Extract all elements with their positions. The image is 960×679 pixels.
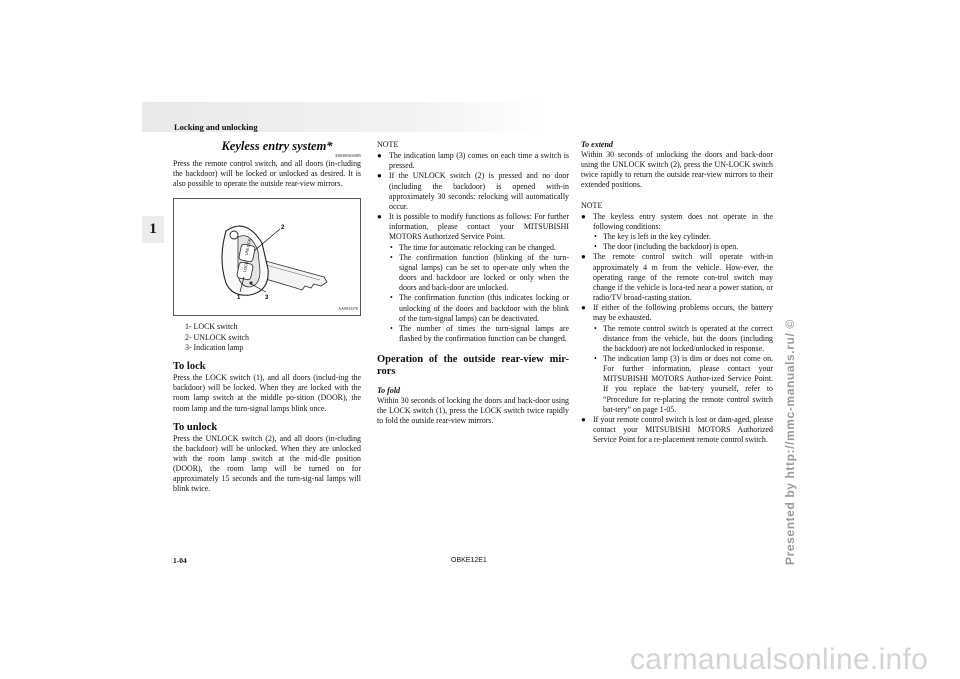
doc-code: OBKE12E1 [451,557,487,564]
bullet-icon: ● [377,171,382,181]
bullet-icon: ● [581,303,586,313]
callout-2: 2 [281,225,285,232]
figure-legend [185,322,361,353]
remote-key-illustration [174,199,360,315]
bullet-icon: ● [581,211,586,221]
bullet-icon: ● [581,414,586,424]
note-bullet: ● If your remote control switch is lost or dam-aged, please contact your MITSUBISHI MOTORS Authorized Service Point for a re-placement remote control switch. [581,414,773,445]
bullet-icon: ● [377,212,382,222]
chapter-tab: 1 [142,216,164,243]
column-right [581,140,773,445]
figure-code: AA0033376 [338,306,358,312]
note-bullet: ● It is possible to modify functions as follows: For further information, please contact your MITSUBISHI MOTORS Authorized Service Point. [377,212,569,242]
callout-3: 3 [265,295,269,302]
callout-1: 1 [237,295,241,302]
page-title: Keyless entry system* [221,139,333,153]
sub-bullet: • The number of times the turn-signal lamps are flashed by the confirmation function can be changed. [390,323,569,343]
legend-item: 1- LOCK switch [185,322,238,332]
section-title: Locking and unlocking [174,122,258,132]
to-fold-heading: To fold [377,386,401,396]
sub-bullet: • The indication lamp (3) is dim or does not come on. For further information, please contact your MITSUBISHI MOTORS Author-ized Service Point. If you replace the bat-tery yourself, refer to “Procedure for re-placing the remote control switch bat-tery” on page 1-05. [594,353,773,414]
bullet-icon: ● [581,252,586,262]
unlock-button-label: UNLOCK [243,238,252,257]
note-heading: NOTE [581,200,603,210]
column-left [173,139,361,495]
note-bullet: ● If the UNLOCK switch (2) is pressed and no door (including the backdoor) is opened with-in approximately 30 seconds: relocking will automatically occur. [377,171,569,211]
sub-bullet: • The confirmation function (blinking of the turn-signal lamps) can be set to oper-ate only when the doors and backdoor are locked or only when the doors and back-door are unlocked. [390,252,569,293]
side-watermark: Presented by http://mmc-manuals.ru/ © [783,319,797,565]
to-extend-heading: To extend [581,140,613,149]
column-middle [377,140,569,427]
sub-bullet: • The confirmation function (this indicates locking or unlocking of the doors and backdoor with the blink of the turn-signal lamps) can be deactivated. [390,293,569,323]
mirror-heading: Operation of the outside rear-view mir-rors [377,354,569,377]
note-bullet: ● The keyless entry system does not operate in the following conditions: [581,211,773,231]
sub-bullet: • The time for automatic relocking can be changed. [390,242,556,252]
lock-button-label: LOCK [241,261,249,274]
legend-item: 2- UNLOCK switch [185,332,249,342]
to-fold-text: Within 30 seconds of locking the doors and back-door using the LOCK switch (1), press the LOCK switch twice rapidly to fold the outside rear-view mirrors. [377,396,569,426]
to-lock-text: Press the LOCK switch (1), and all doors (includ-ing the backdoor) will be locked. When they are locked with the room lamp switch at the middle po-sition (DOOR), the room lamp and the turn-signal lamps blink once. [173,373,361,413]
site-watermark: carmanualsonline.info [630,643,929,676]
sub-bullet: • The door (including the backdoor) is open. [594,242,739,252]
section-code: E00300302085 [335,153,361,158]
page-number: 1-04 [173,556,187,565]
note-bullet: ● The indication lamp (3) comes on each time a switch is pressed. [377,151,569,171]
intro-paragraph: Press the remote control switch, and all doors (in-cluding the backdoor) will be locked or unlocked as desired. It is also possible to operate the outside rear-view mirrors. [173,159,361,189]
to-unlock-text: Press the UNLOCK switch (2), and all doors (in-cluding the backdoor) will be unlocked. When they are unlocked with the room lamp switch at the mid-dle position (DOOR), the room lamp will be turned on for approximately 15 seconds and the turn-sig-nal lamps will blink twice. [173,433,361,494]
note-bullet: ● The remote control switch will operate with-in approximately 4 m from the vehicle. How-ever, the operating range of the remote con-trol switch may change if the vehicle is loca-ted near a power station, or radio/TV broad-casting station. [581,252,773,303]
to-extend-text: Within 30 seconds of unlocking the doors and back-door using the UNLOCK switch (2), press the UN-LOCK switch twice rapidly to return the outside rear-view mirrors to their extended positions. [581,150,773,190]
legend-item: 3- Indication lamp [185,342,244,352]
to-lock-heading: To lock [173,361,206,373]
note-bullet: ● If either of the following problems occurs, the battery may be exhausted. [581,303,773,323]
sub-bullet: • The remote control switch is operated at the correct distance from the vehicle, but the doors (including the backdoor) are not locked/unlocked in response. [594,323,773,353]
to-unlock-heading: To unlock [173,421,218,433]
note-heading: NOTE [377,140,399,149]
bullet-icon: ● [377,151,382,161]
sub-bullet: • The key is left in the key cylinder. [594,232,711,242]
key-figure [173,198,361,316]
